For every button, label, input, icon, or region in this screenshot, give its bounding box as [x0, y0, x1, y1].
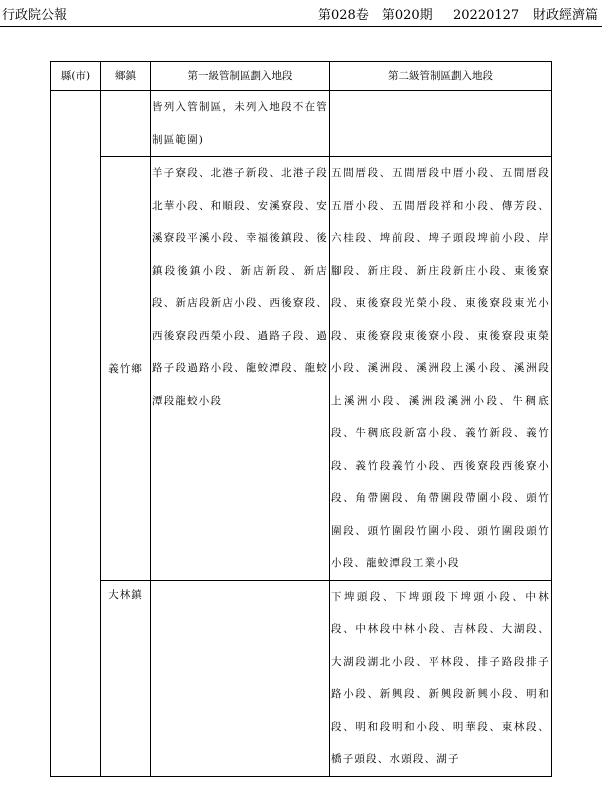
issue-date: 20220127 — [453, 8, 520, 23]
section-name: 財政經濟篇 — [533, 8, 599, 23]
level1-cell — [151, 580, 330, 776]
volume-issue: 第028卷 第020期 — [318, 8, 433, 23]
level2-cell: 五間厝段、五間厝段中厝小段、五間厝段五厝小段、五間厝段祥和小段、傳芳段、六桂段、埤前段、埤子頭段埤前小段、岸腳段、新庄段、新庄段新庄小段、東後寮段、東後寮段光榮小段、東後寮段東光小段、東後寮段東後寮小段、東後寮段東榮小段、溪洲段、溪洲段上溪小段、溪洲段上溪洲小段、溪洲段溪洲小段、牛稠底段、牛稠底段新富小段、義竹新段、義竹段、義竹段義竹小段、西後寮段西後寮小段、角帶圍段、角帶圍段帶圍小段、頭竹圍段、頭竹圍段竹圍小段、頭竹圍段頭竹小段、龍蛟潭段工業小段 — [330, 157, 552, 581]
level1-cell: 羊子寮段、北港子新段、北港子段北華小段、和順段、安溪寮段、安溪寮段平溪小段、幸福後鎮段、後鎮段後鎮小段、新店新段、新店段、新店段新店小段、西後寮段、西後寮段西榮小段、過路子段、過路子段過路小段、龍蛟潭段、龍蛟潭段龍蛟小段 — [151, 157, 330, 581]
header-rule — [0, 26, 602, 27]
column-header-level2: 第二級管制區劃入地段 — [330, 62, 552, 91]
level2-cell: 下埤頭段、下埤頭段下埤頭小段、中林段、中林段中林小段、吉林段、大湖段、大湖段湖北小段、平林段、排子路段排子路小段、新興段、新興段新興小段、明和段、明和段明和小段、明華段、東林段、橋子頭段、水頭段、湖子 — [330, 580, 552, 776]
table-row — [51, 157, 552, 581]
town-cell: 大林鎮 — [101, 580, 151, 776]
column-header-level1: 第一級管制區劃入地段 — [151, 62, 330, 91]
table-row — [51, 91, 552, 157]
level1-cell: 皆列入管制區，未列入地段不在管制區範圍) — [151, 91, 330, 157]
table-header-row — [51, 62, 552, 91]
town-cell: 義竹鄉 — [101, 157, 151, 581]
level2-cell — [330, 91, 552, 157]
gazette-title: 行政院公報 — [2, 8, 68, 23]
column-header-county: 縣(市) — [51, 62, 101, 91]
control-zone-table — [50, 61, 552, 777]
town-cell — [101, 91, 151, 157]
table-row — [51, 580, 552, 776]
column-header-town: 鄉鎮 — [101, 62, 151, 91]
county-cell — [51, 91, 101, 777]
page-header — [0, 0, 602, 26]
